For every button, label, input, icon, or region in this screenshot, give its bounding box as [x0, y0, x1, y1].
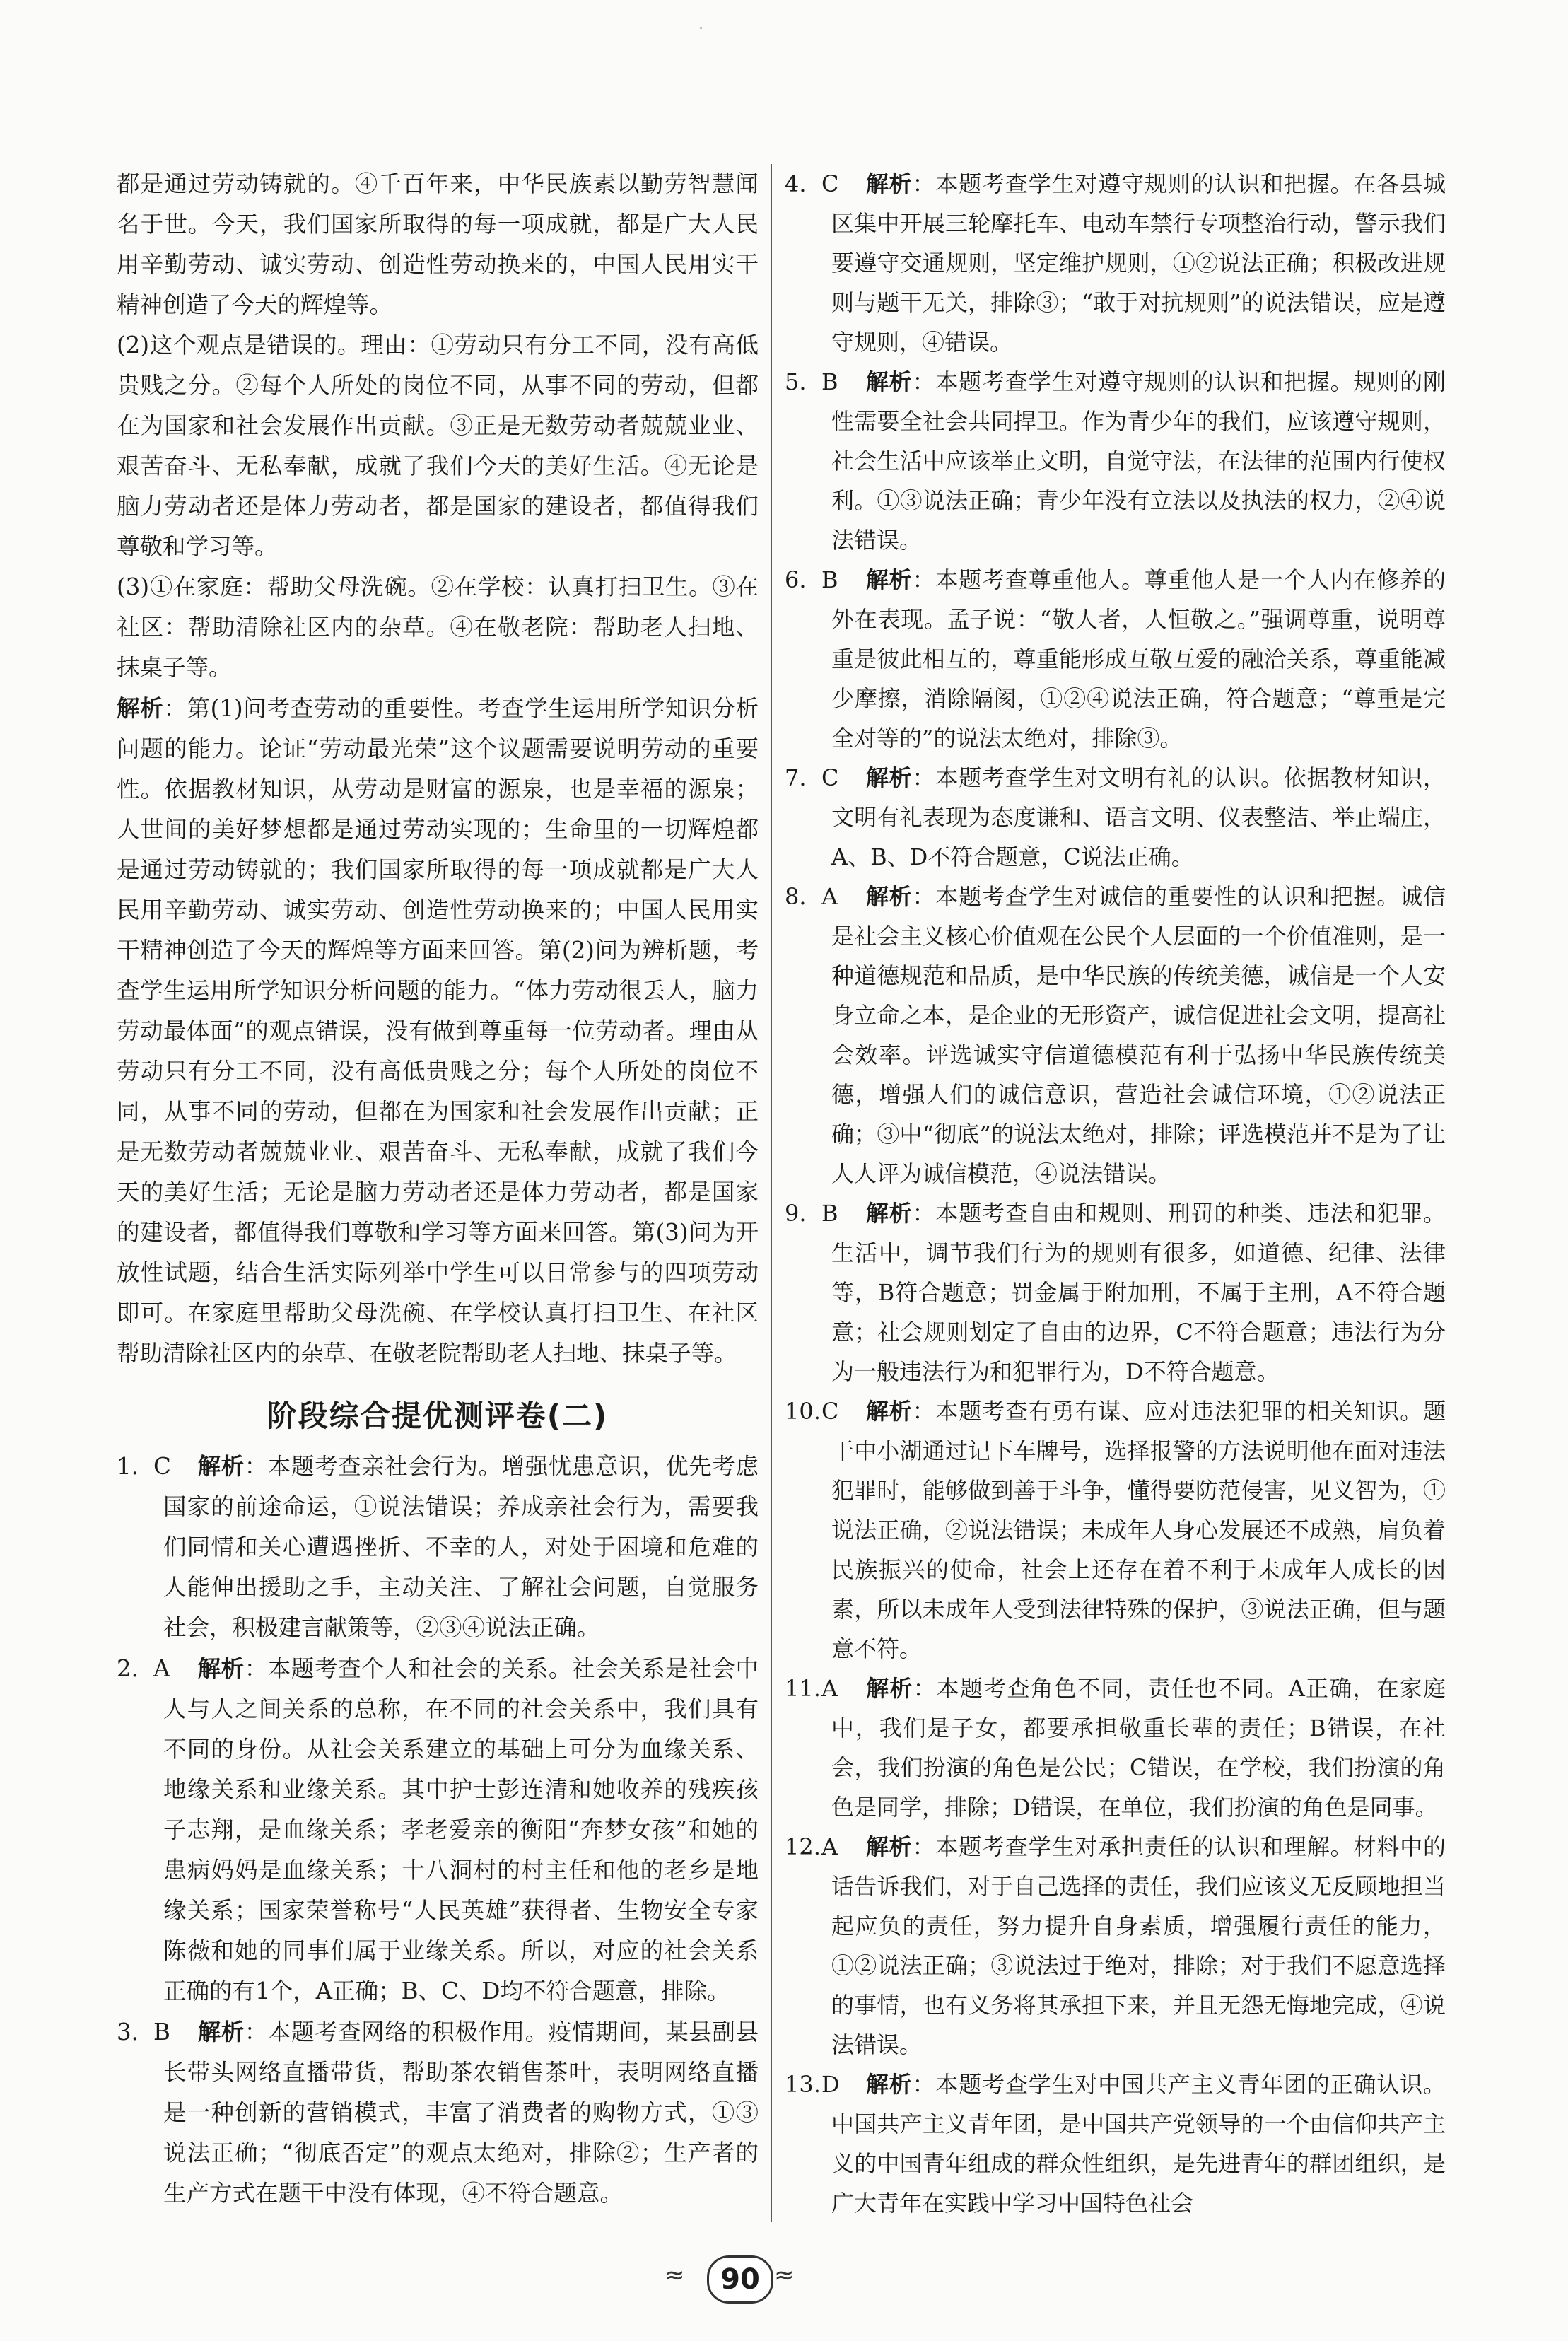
question-analysis-text: ：本题考查学生对中国共产主义青年团的正确认识。中国共产主义青年团，是中国共产党领导的一个由信仰共产主义的中国青年组成的群众性组织，是先进青年的群团组织，是广大青年在实践中学习中国特色社会 — [831, 2071, 1446, 2217]
question-analysis-label: 解析 — [865, 170, 913, 197]
question-analysis-label: 解析 — [865, 764, 913, 791]
question-answer: C — [153, 1453, 171, 1480]
question-analysis-text: ：本题考查尊重他人。尊重他人是一个人内在修养的外在表现。孟子说：“敬人者，人恒敬之。”强调尊重，说明尊重是彼此相互的，尊重能形成互敬互爱的融洽关系，尊重能减少摩擦，消除隔阂，①②④说法正确，符合题意；“尊重是完全对等的”的说法太绝对，排除③。 — [831, 566, 1446, 752]
question-number: 13. — [785, 2071, 821, 2098]
question-number: 12. — [785, 1833, 821, 1860]
analysis-paragraph — [117, 688, 759, 1374]
question-number: 5. — [785, 368, 807, 395]
left-question-list — [117, 1446, 759, 2214]
question-analysis-label: 解析 — [197, 1654, 245, 1682]
question-item — [785, 164, 1446, 362]
question-answer: B — [153, 2019, 170, 2045]
question-analysis-text: ：本题考查亲社会行为。增强忧患意识，优先考虑国家的前途命运，①说法错误；养成亲社会行为，需要我们同情和关心遭遇挫折、不幸的人，对处于困境和危难的人能伸出援助之手，主动关注、了解社会问题，自觉服务社会，积极建言献策等，②③④说法正确。 — [163, 1453, 759, 1641]
question-item — [117, 1648, 759, 2012]
column-divider — [771, 164, 772, 2222]
frog-decoration-left-icon: ≈ — [665, 2261, 685, 2289]
question-analysis-label: 解析 — [197, 2018, 245, 2045]
question-number: 4. — [785, 170, 807, 197]
question-number: 2. — [117, 1655, 139, 1682]
question-analysis-label: 解析 — [865, 1675, 913, 1702]
top-dot-mark — [700, 27, 702, 29]
question-analysis-label: 解析 — [865, 883, 913, 910]
question-analysis-label: 解析 — [865, 368, 913, 395]
question-analysis-text: ：本题考查有勇有谋、应对违法犯罪的相关知识。题干中小湖通过记下车牌号，选择报警的方法说明他在面对违法犯罪时，能够做到善于斗争，懂得要防范侵害，见义智为，①说法正确，②说法错误；未成年人身心发展还不成熟，肩负着民族振兴的使命，社会上还存在着不利于未成年人成长的因素，所以未成年人受到法律特殊的保护，③说法正确，但与题意不符。 — [831, 1398, 1446, 1662]
intro-paragraph-1: 都是通过劳动铸就的。④千百年来，中华民族素以勤劳智慧闻名于世。今天，我们国家所取得的每一项成就，都是广大人民用辛勤劳动、诚实劳动、创造性劳动换来的，中国人民用实干精神创造了今天的辉煌等。 — [117, 170, 759, 318]
question-analysis-text: ：本题考查学生对诚信的重要性的认识和把握。诚信是社会主义核心价值观在公民个人层面的一个价值准则，是一种道德规范和品质，是中华民族的传统美德，诚信是一个人安身立命之本，是企业的无形资产，诚信促进社会文明，提高社会效率。评选诚实守信道德模范有利于弘扬中华民族传统美德，增强人们的诚信意识，营造社会诚信环境，①②说法正确；③中“彻底”的说法太绝对，排除；评选模范并不是为了让人人评为诚信模范，④说法错误。 — [831, 883, 1446, 1187]
frog-decoration-right-icon: ≈ — [774, 2261, 795, 2289]
question-number: 6. — [785, 566, 807, 593]
question-analysis-label: 解析 — [865, 1398, 913, 1425]
question-analysis-label: 解析 — [865, 1833, 913, 1860]
question-number: 1. — [117, 1453, 139, 1480]
section-title: 阶段综合提优测评卷(二) — [267, 1399, 609, 1433]
intro-paragraph-3: (3)①在家庭：帮助父母洗碗。②在学校：认真打扫卫生。③在社区：帮助清除社区内的杂草。④在敬老院：帮助老人扫地、抹桌子等。 — [117, 573, 759, 681]
question-item — [785, 1193, 1446, 1391]
question-answer: A — [821, 883, 838, 910]
page-number-footer — [665, 2248, 806, 2319]
intro-paragraph-2: (2)这个观点是错误的。理由：①劳动只有分工不同，没有高低贵贱之分。②每个人所处的岗位不同，从事不同的劳动，但都在为国家和社会发展作出贡献。③正是无数劳动者兢兢业业、艰苦奋斗、无私奉献，成就了我们今天的美好生活。④无论是脑力劳动者还是体力劳动者，都是国家的建设者，都值得我们尊敬和学习等。 — [117, 332, 759, 560]
question-item — [785, 2065, 1446, 2223]
question-analysis-label: 解析 — [197, 1452, 245, 1480]
question-item — [117, 1446, 759, 1648]
page-number: 90 — [707, 2255, 773, 2304]
question-answer: D — [821, 2071, 840, 2098]
question-answer: B — [821, 368, 838, 395]
question-number: 3. — [117, 2019, 139, 2045]
left-column — [117, 164, 759, 2214]
right-question-list — [785, 164, 1446, 2223]
question-answer: B — [821, 566, 838, 593]
right-column — [785, 164, 1446, 2223]
question-item — [117, 2012, 759, 2214]
question-answer: A — [153, 1655, 170, 1682]
question-item — [785, 1827, 1446, 2065]
question-item — [785, 560, 1446, 758]
question-analysis-label: 解析 — [865, 2071, 913, 2098]
question-analysis-text: ：本题考查自由和规则、刑罚的种类、违法和犯罪。生活中，调节我们行为的规则有很多，如道德、纪律、法律等，B符合题意；罚金属于附加刑，不属于主刑，A不符合题意；社会规则划定了自由的边界，C不符合题意；违法行为分为一般违法行为和犯罪行为，D不符合题意。 — [831, 1200, 1446, 1385]
question-number: 8. — [785, 883, 807, 910]
question-analysis-text: ：本题考查学生对遵守规则的认识和把握。规则的刚性需要全社会共同捍卫。作为青少年的我们，应该遵守规则，社会生活中应该举止文明，自觉守法，在法律的范围内行使权利。①③说法正确；青少年没有立法以及执法的权力，②④说法错误。 — [831, 368, 1446, 554]
question-analysis-text: ：本题考查学生对承担责任的认识和理解。材料中的话告诉我们，对于自己选择的责任，我们应该义无反顾地担当起应负的责任，努力提升自身素质，增强履行责任的能力，①②说法正确；③说法过于绝对，排除；对于我们不愿意选择的事情，也有义务将其承担下来，并且无怨无悔地完成，④说法错误。 — [831, 1833, 1446, 2058]
question-answer: B — [821, 1200, 838, 1227]
question-analysis-label: 解析 — [865, 566, 913, 593]
question-answer: C — [821, 1398, 839, 1425]
question-analysis-text: ：本题考查网络的积极作用。疫情期间，某县副县长带头网络直播带货，帮助茶农销售茶叶，表明网络直播是一种创新的营销模式，丰富了消费者的购物方式，①③说法正确；“彻底否定”的观点太绝对，排除②；生产者的生产方式在题干中没有体现，④不符合题意。 — [163, 2019, 759, 2207]
question-number: 10. — [785, 1398, 821, 1425]
question-answer: C — [821, 170, 839, 197]
question-answer: C — [821, 764, 839, 791]
question-analysis-text: ：本题考查学生对遵守规则的认识和把握。在各县城区集中开展三轮摩托车、电动车禁行专项整治行动，警示我们要遵守交通规则，坚定维护规则，①②说法正确；积极改进规则与题干无关，排除③；“敢于对抗规则”的说法错误，应是遵守规则，④错误。 — [831, 170, 1446, 356]
question-analysis-text: ：本题考查学生对文明有礼的认识。依据教材知识，文明有礼表现为态度谦和、语言文明、仪表整洁、举止端庄，A、B、D不符合题意，C说法正确。 — [831, 764, 1446, 870]
question-analysis-label: 解析 — [865, 1200, 913, 1227]
question-number: 9. — [785, 1200, 807, 1227]
question-number: 7. — [785, 764, 807, 791]
question-analysis-text: ：本题考查角色不同，责任也不同。A正确，在家庭中，我们是子女，都要承担敬重长辈的责任；B错误，在社会，我们扮演的角色是公民；C错误，在学校，我们扮演的角色是同学，排除；D错误，在单位，我们扮演的角色是同事。 — [831, 1675, 1446, 1821]
question-analysis-text: ：本题考查个人和社会的关系。社会关系是社会中人与人之间关系的总称，在不同的社会关系中，我们具有不同的身份。从社会关系建立的基础上可分为血缘关系、地缘关系和业缘关系。其中护士彭连清和她收养的残疾孩子志翔，是血缘关系；孝老爱亲的衡阳“奔梦女孩”和她的患病妈妈是血缘关系；十八洞村的村主任和他的老乡是地缘关系；国家荣誉称号“人民英雄”获得者、生物安全专家陈薇和她的同事们属于业缘关系。所以，对应的社会关系正确的有1个，A正确；B、C、D均不符合题意，排除。 — [163, 1655, 759, 2004]
question-answer: A — [821, 1675, 838, 1702]
question-item — [785, 1391, 1446, 1669]
analysis-text: ：第(1)问考查劳动的重要性。考查学生运用所学知识分析问题的能力。论证“劳动最光荣”这个议题需要说明劳动的重要性。依据教材知识，从劳动是财富的源泉，也是幸福的源泉；人世间的美好梦想都是通过劳动实现的；生命里的一切辉煌都是通过劳动铸就的；我们国家所取得的每一项成就都是广大人民用辛勤劳动、诚实劳动、创造性劳动换来的；中国人民用实干精神创造了今天的辉煌等方面来回答。第(2)问为辨析题，考查学生运用所学知识分析问题的能力。“体力劳动很丢人，脑力劳动最体面”的观点错误，没有做到尊重每一位劳动者。理由从劳动只有分工不同，没有高低贵贱之分；每个人所处的岗位不同，从事不同的劳动，但都在为国家和社会发展作出贡献；正是无数劳动者兢兢业业、艰苦奋斗、无私奉献，成就了我们今天的美好生活；无论是脑力劳动者还是体力劳动者，都是国家的建设者，都值得我们尊敬和学习等方面来回答。第(3)问为开放性试题，结合生活实际列举中学生可以日常参与的四项劳动即可。在家庭里帮助父母洗碗、在学校认真打扫卫生、在社区帮助清除社区内的杂草、在敬老院帮助老人扫地、抹桌子等。 — [117, 695, 759, 1367]
question-answer: A — [821, 1833, 838, 1860]
question-item — [785, 877, 1446, 1193]
analysis-label: 解析 — [117, 694, 164, 722]
question-item — [785, 758, 1446, 877]
question-item — [785, 1669, 1446, 1827]
question-number: 11. — [785, 1675, 821, 1702]
question-item — [785, 362, 1446, 560]
